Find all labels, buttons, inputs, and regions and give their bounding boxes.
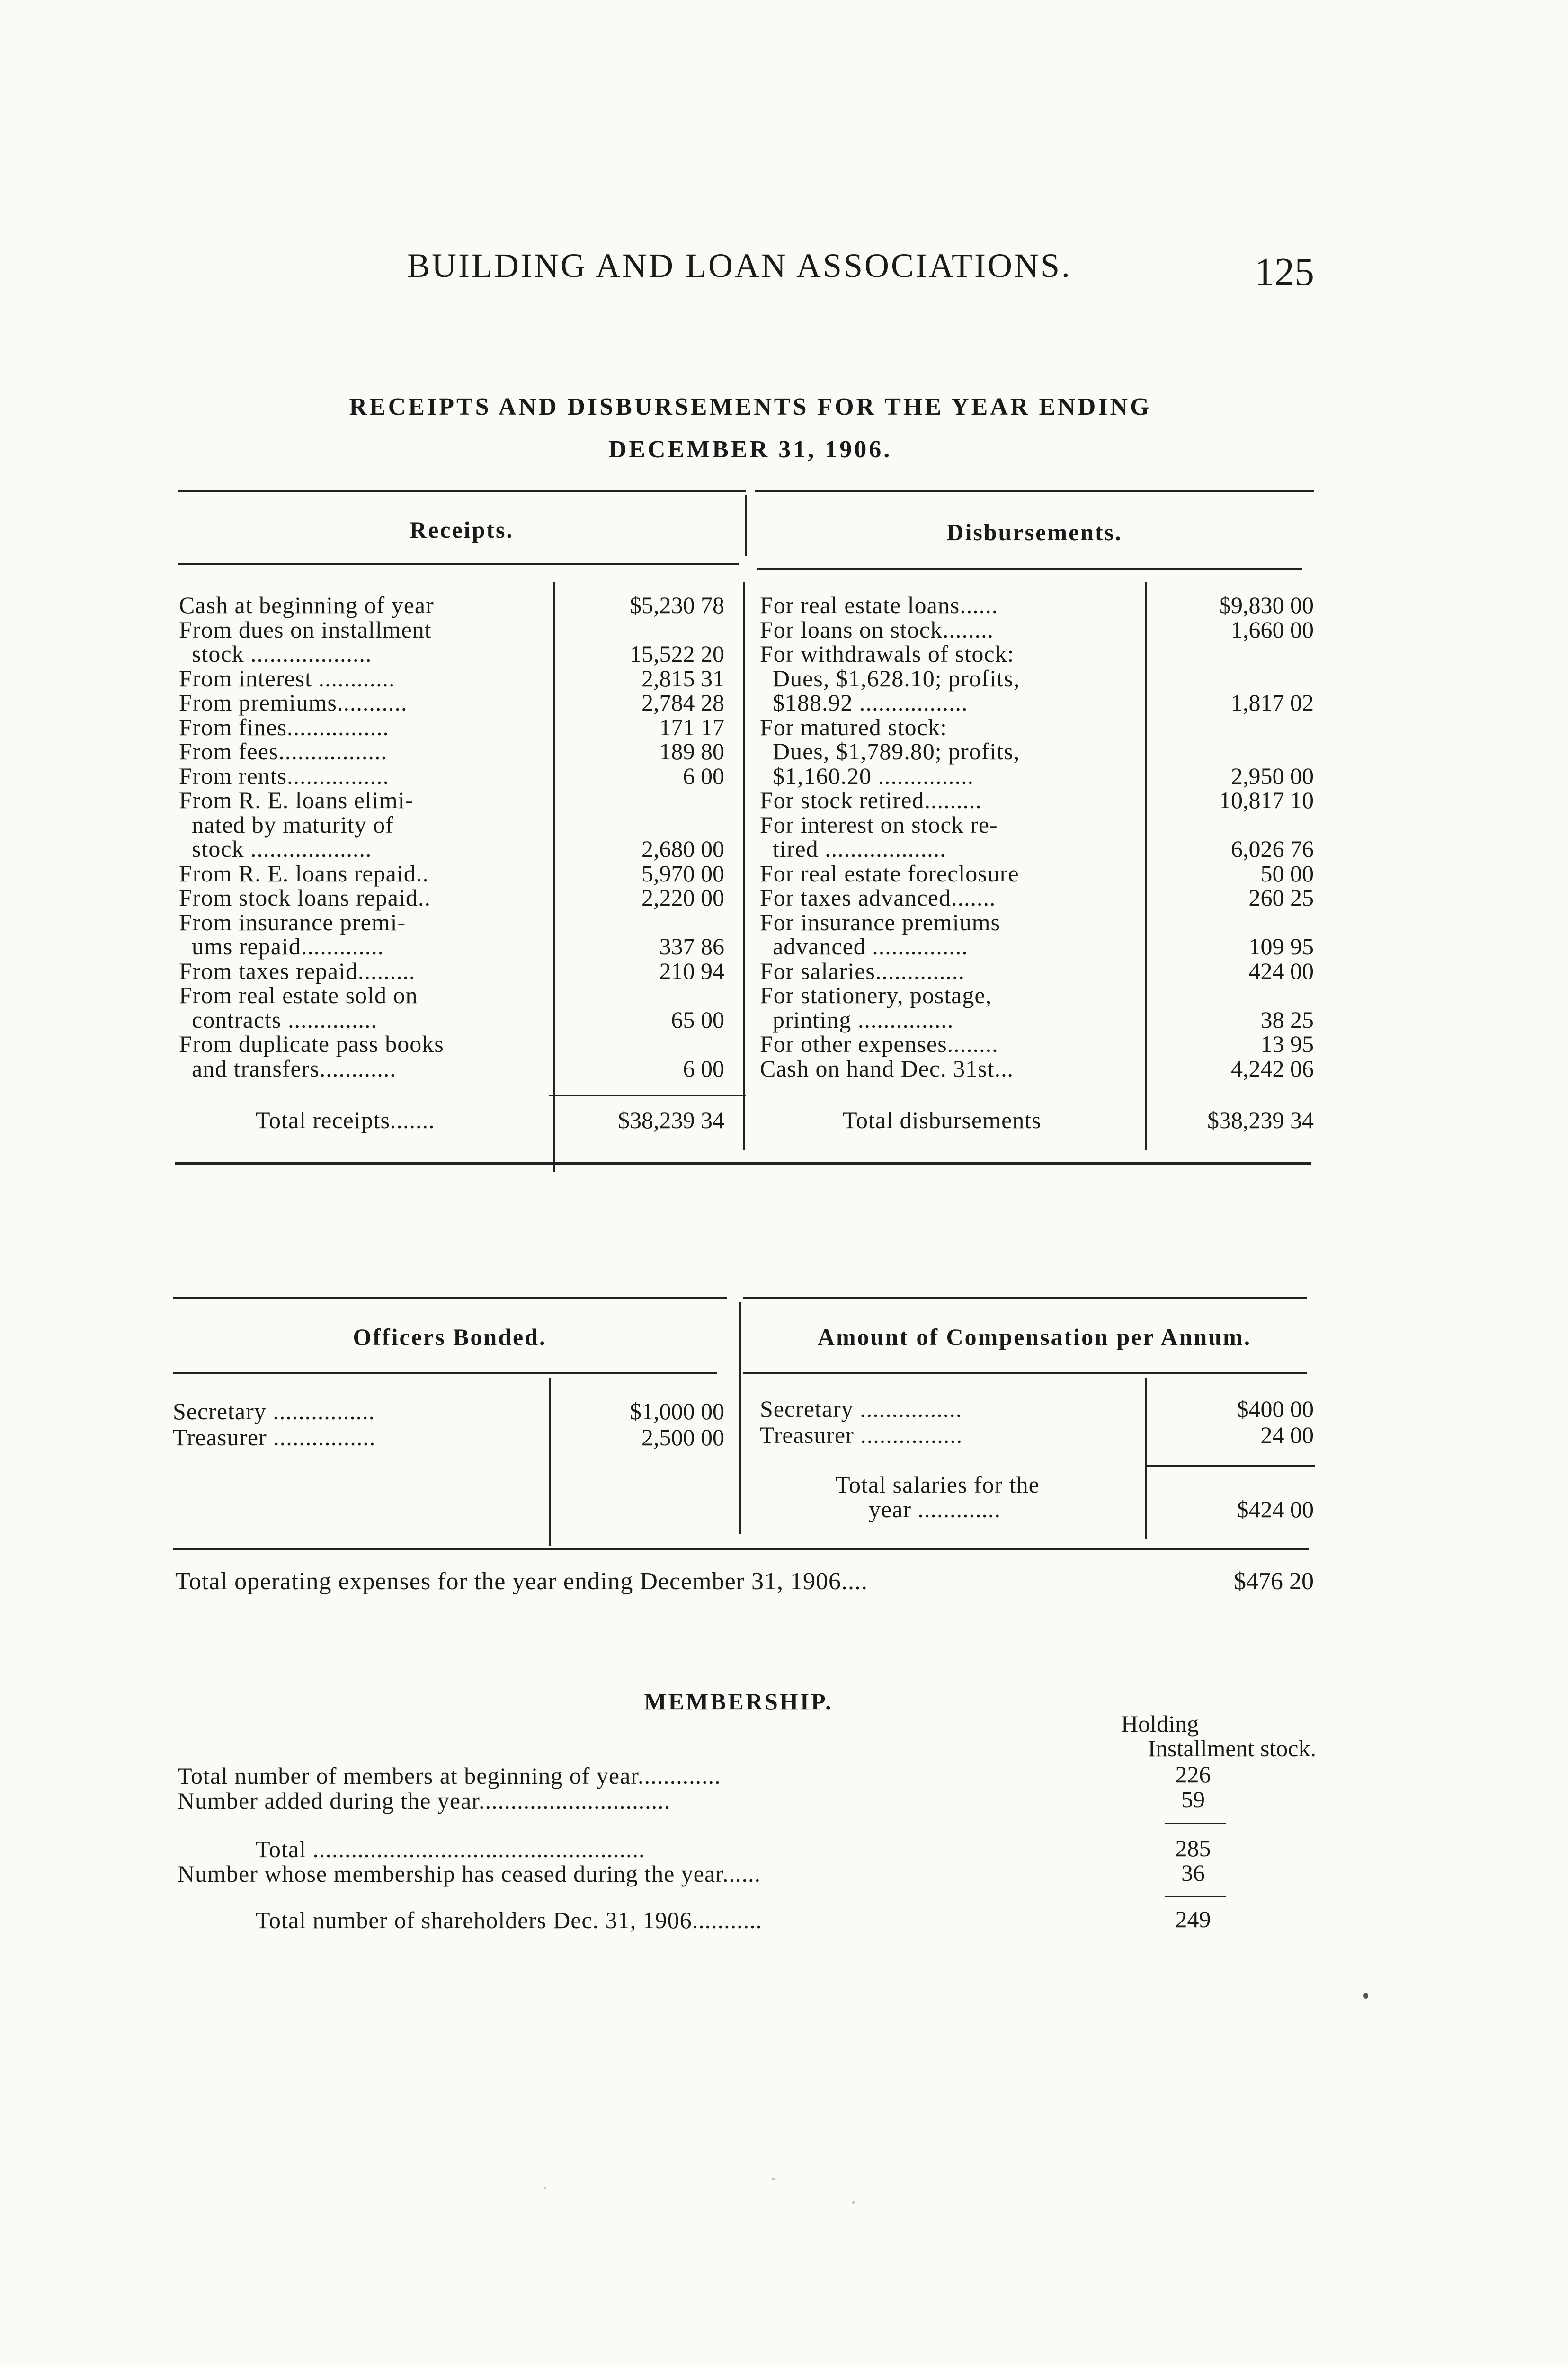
disbursements-heading: Disbursements. xyxy=(946,519,1123,545)
table-top-rule-right xyxy=(755,490,1314,492)
total-receipts-amount: $38,239 34 xyxy=(618,1107,724,1133)
scan-speck xyxy=(1363,1993,1368,1999)
bonded-treasurer-label: Treasurer ................ xyxy=(173,1424,376,1450)
receipt-label: Cash at beginning of year xyxy=(179,592,434,618)
receipts-amount-rule xyxy=(553,582,555,1172)
officers-head-rule-right xyxy=(743,1372,1307,1374)
disbursements-amount-rule xyxy=(1145,582,1147,1150)
compensation-amount-rule xyxy=(1145,1378,1147,1539)
disbursement-label: For stock retired......... xyxy=(760,787,982,813)
total-salaries-label-2: year ............. xyxy=(869,1496,1001,1522)
disbursement-amount: $9,830 00 xyxy=(1219,592,1314,618)
operating-expenses-amount: $476 20 xyxy=(1234,1568,1314,1595)
statement-title-line1: RECEIPTS AND DISBURSEMENTS FOR THE YEAR ENDING xyxy=(349,393,1152,420)
members-beginning-value: 226 xyxy=(1175,1761,1211,1788)
bonded-treasurer-amount: 2,500 00 xyxy=(641,1424,724,1450)
membership-subtotal-value: 285 xyxy=(1175,1835,1211,1861)
membership-title: MEMBERSHIP. xyxy=(644,1688,833,1715)
receipt-amount: 2,220 00 xyxy=(641,884,724,911)
receipt-label: From real estate sold on xyxy=(179,982,418,1008)
scan-speck xyxy=(772,2178,775,2180)
compensation-heading: Amount of Compensation per Annum. xyxy=(817,1324,1252,1350)
bonded-secretary-label: Secretary ................ xyxy=(173,1398,375,1424)
head-rule-right xyxy=(757,568,1302,570)
receipts-total-rule xyxy=(549,1095,746,1096)
receipt-amount: 337 86 xyxy=(659,933,724,960)
membership-subtotal-rule xyxy=(1165,1823,1226,1824)
disbursement-amount: 1,660 00 xyxy=(1231,616,1314,643)
disbursement-label: For matured stock: xyxy=(760,714,947,740)
salaries-total-rule xyxy=(1145,1465,1315,1467)
disbursement-label: advanced ............... xyxy=(760,933,968,960)
receipt-label: nated by maturity of xyxy=(179,811,394,838)
members-added-value: 59 xyxy=(1181,1786,1205,1813)
disbursement-label: For taxes advanced....... xyxy=(760,884,996,911)
receipt-label: From R. E. loans elimi- xyxy=(179,787,414,813)
receipt-label: From interest ............ xyxy=(179,665,395,692)
receipt-label: From taxes repaid......... xyxy=(179,958,416,984)
disbursement-label: Cash on hand Dec. 31st... xyxy=(760,1055,1014,1082)
disbursement-label: For other expenses........ xyxy=(760,1031,998,1057)
disbursement-label: For interest on stock re- xyxy=(760,811,998,838)
receipt-amount: 210 94 xyxy=(659,958,724,984)
receipt-label: stock ................... xyxy=(179,836,372,862)
disbursement-label: For real estate loans...... xyxy=(760,592,998,618)
center-rule xyxy=(743,582,745,1150)
shareholders-total-value: 249 xyxy=(1175,1906,1211,1932)
page-number: 125 xyxy=(1255,250,1314,294)
running-head xyxy=(0,246,1568,303)
holding-col-head-2: Installment stock. xyxy=(1148,1735,1316,1762)
receipt-label: stock ................... xyxy=(179,641,372,667)
disbursement-amount: 424 00 xyxy=(1248,958,1314,984)
total-salaries-label-1: Total salaries for the xyxy=(836,1471,1040,1498)
disbursement-label: Dues, $1,789.80; profits, xyxy=(760,738,1020,765)
disbursement-label: printing ............... xyxy=(760,1006,954,1033)
total-disbursements-amount: $38,239 34 xyxy=(1207,1107,1314,1133)
holding-col-head-1: Holding xyxy=(1121,1710,1199,1737)
receipt-amount: 2,815 31 xyxy=(641,665,724,692)
receipt-label: From R. E. loans repaid.. xyxy=(179,860,429,887)
disbursement-label: Dues, $1,628.10; profits, xyxy=(760,665,1020,692)
comp-secretary-label: Secretary ................ xyxy=(760,1396,962,1422)
membership-final-rule xyxy=(1165,1896,1226,1897)
receipt-label: From dues on installment xyxy=(179,616,432,643)
scan-speck xyxy=(544,2187,546,2189)
officers-head-rule-left xyxy=(173,1372,717,1374)
total-receipts-label: Total receipts....... xyxy=(256,1107,435,1133)
receipt-label: From duplicate pass books xyxy=(179,1031,444,1057)
receipt-amount: $5,230 78 xyxy=(630,592,724,618)
comp-treasurer-label: Treasurer ................ xyxy=(760,1422,963,1448)
disbursement-label: For real estate foreclosure xyxy=(760,860,1019,887)
receipt-amount: 6 00 xyxy=(683,763,724,789)
total-salaries-amount: $424 00 xyxy=(1237,1496,1314,1522)
receipt-label: From stock loans repaid.. xyxy=(179,884,431,911)
table-top-rule-left xyxy=(178,490,746,492)
receipt-label: and transfers............ xyxy=(179,1055,396,1082)
receipts-heading: Receipts. xyxy=(410,516,514,543)
disbursement-label: For insurance premiums xyxy=(760,909,1001,935)
disbursement-label: tired ................... xyxy=(760,836,946,862)
disbursement-amount: 4,242 06 xyxy=(1231,1055,1314,1082)
members-added-label: Number added during the year.............................. xyxy=(178,1788,671,1814)
disbursement-amount: 2,950 00 xyxy=(1231,763,1314,789)
disbursement-label: $1,160.20 ............... xyxy=(760,763,974,789)
disbursement-label: $188.92 ................. xyxy=(760,689,968,716)
officers-bottom-rule xyxy=(173,1548,1309,1550)
receipt-amount: 6 00 xyxy=(683,1055,724,1082)
officers-top-rule-left xyxy=(173,1297,727,1299)
disbursement-amount: 50 00 xyxy=(1260,860,1314,887)
receipt-amount: 171 17 xyxy=(659,714,724,740)
disbursement-amount: 38 25 xyxy=(1260,1006,1314,1033)
receipt-label: From premiums........... xyxy=(179,689,408,716)
disbursement-amount: 13 95 xyxy=(1260,1031,1314,1057)
receipt-label: From fees................. xyxy=(179,738,387,765)
receipt-label: contracts .............. xyxy=(179,1006,377,1033)
comp-treasurer-amount: 24 00 xyxy=(1260,1422,1314,1448)
officers-center-rule xyxy=(739,1302,741,1534)
disbursement-amount: 109 95 xyxy=(1248,933,1314,960)
disbursement-amount: 1,817 02 xyxy=(1231,689,1314,716)
members-beginning-label: Total number of members at beginning of year............. xyxy=(178,1762,721,1789)
membership-ceased-value: 36 xyxy=(1181,1860,1205,1886)
running-title: BUILDING AND LOAN ASSOCIATIONS. xyxy=(407,247,1072,285)
disbursement-label: For loans on stock........ xyxy=(760,616,994,643)
membership-ceased-label: Number whose membership has ceased during the year...... xyxy=(178,1860,761,1887)
receipt-amount: 2,784 28 xyxy=(641,689,724,716)
officers-bonded-heading: Officers Bonded. xyxy=(353,1324,547,1350)
disbursement-label: For salaries.............. xyxy=(760,958,965,984)
receipt-label: From rents................ xyxy=(179,763,390,789)
disbursement-amount: 6,026 76 xyxy=(1231,836,1314,862)
receipt-amount: 2,680 00 xyxy=(641,836,724,862)
officers-top-rule-right xyxy=(743,1297,1307,1299)
receipt-label: From fines................ xyxy=(179,714,390,740)
bonded-secretary-amount: $1,000 00 xyxy=(630,1398,724,1424)
bonded-amount-rule xyxy=(549,1378,551,1546)
operating-expenses-label: Total operating expenses for the year ending December 31, 1906.... xyxy=(175,1568,868,1595)
table-bottom-rule xyxy=(175,1162,1311,1165)
receipt-label: From insurance premi- xyxy=(179,909,406,935)
membership-subtotal-label: Total .................................................... xyxy=(256,1836,645,1862)
disbursement-label: For stationery, postage, xyxy=(760,982,992,1008)
head-rule-left xyxy=(178,563,739,565)
statement-title-line2: DECEMBER 31, 1906. xyxy=(608,436,892,463)
receipt-label: ums repaid............. xyxy=(179,933,384,960)
receipt-amount: 65 00 xyxy=(671,1006,724,1033)
disbursement-amount: 10,817 10 xyxy=(1219,787,1314,813)
receipt-amount: 189 80 xyxy=(659,738,724,765)
shareholders-total-label: Total number of shareholders Dec. 31, 1906........... xyxy=(256,1907,763,1933)
comp-secretary-amount: $400 00 xyxy=(1237,1396,1314,1422)
disbursement-amount: 260 25 xyxy=(1248,884,1314,911)
receipt-amount: 15,522 20 xyxy=(630,641,724,667)
receipt-amount: 5,970 00 xyxy=(641,860,724,887)
total-disbursements-label: Total disbursements xyxy=(843,1107,1042,1133)
disbursement-label: For withdrawals of stock: xyxy=(760,641,1015,667)
scan-speck xyxy=(852,2201,855,2204)
